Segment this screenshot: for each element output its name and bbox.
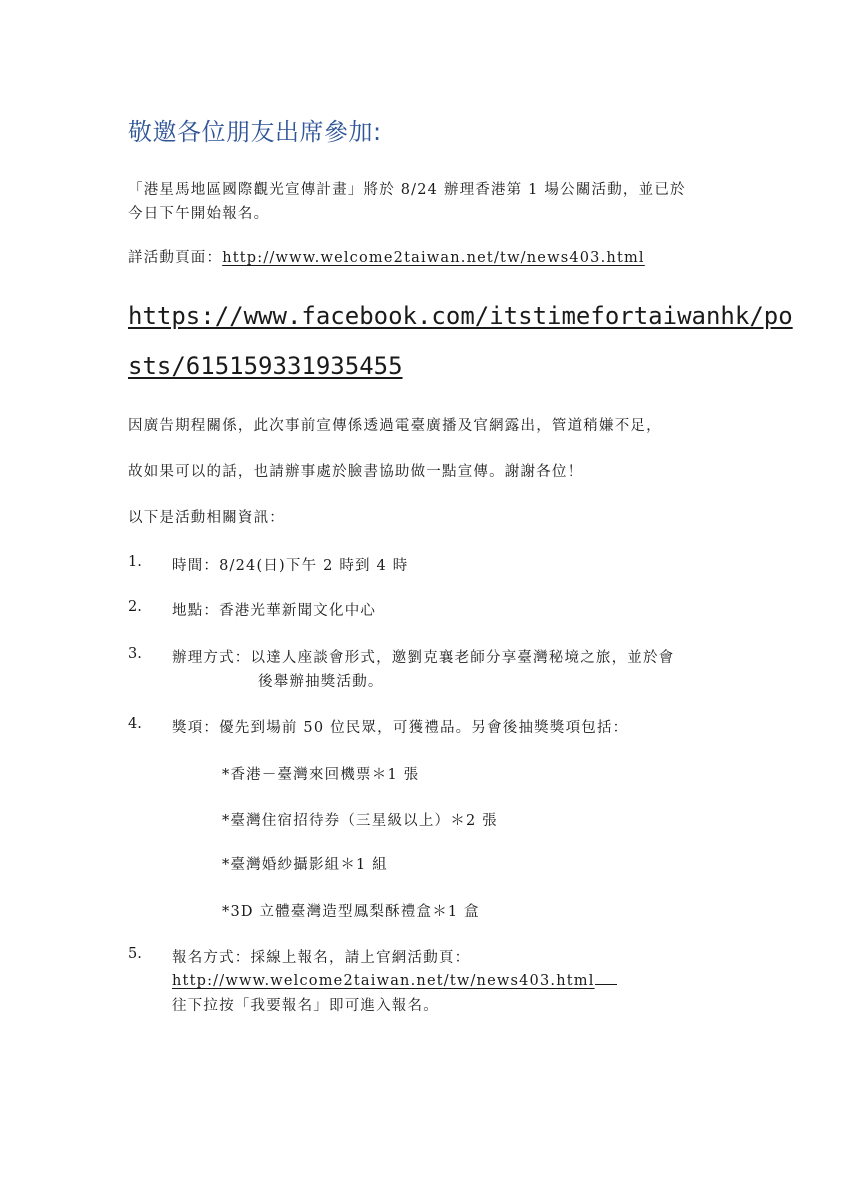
info-heading: 以下是活動相關資訊： — [128, 510, 285, 526]
list-item-registration: 報名方式：採線上報名，請上官網活動頁： — [172, 950, 471, 966]
detail-url-link[interactable]: http://www.welcome2taiwan.net/tw/news403.html — [222, 250, 645, 266]
prize-item: *臺灣婚紗攝影組＊1 組 — [222, 857, 388, 873]
list-item-number: 5. — [128, 946, 142, 962]
facebook-link-line-2 — [128, 352, 403, 380]
list-item-number: 3. — [128, 646, 142, 662]
registration-url-line — [172, 970, 617, 991]
list-item-time: 時間：8/24(日)下午 2 時到 4 時 — [172, 558, 409, 574]
list-item-number: 1. — [128, 554, 142, 570]
detail-label: 詳活動頁面： — [128, 250, 223, 266]
notice-line-1: 因廣告期程關係，此次事前宣傳係透過電臺廣播及官網露出，管道稍嫌不足， — [128, 418, 662, 434]
facebook-url-link-part-1[interactable]: https://www.facebook.com/itstimefortaiwanhk/po — [128, 302, 793, 330]
list-item-number: 4. — [128, 716, 142, 732]
list-item-number: 2. — [128, 599, 142, 615]
notice-line-2: 故如果可以的話，也請辦事處於臉書協助做一點宣傳。謝謝各位！ — [128, 464, 584, 480]
intro-line-2: 今日下午開始報名。 — [128, 206, 270, 222]
list-item-method: 辦理方式：以達人座談會形式，邀劉克襄老師分享臺灣秘境之旅，並於會 — [172, 650, 675, 666]
registration-url-link[interactable]: http://www.welcome2taiwan.net/tw/news403.html — [172, 973, 595, 989]
list-item-prizes: 獎項：優先到場前 50 位民眾，可獲禮品。另會後抽獎獎項包括： — [172, 720, 629, 736]
prize-item: *3D 立體臺灣造型鳳梨酥禮盒＊1 盒 — [222, 904, 480, 920]
trailing-underline — [595, 970, 617, 985]
list-item-location: 地點：香港光華新聞文化中心 — [172, 603, 377, 619]
prize-item: *臺灣住宿招待券（三星級以上）＊2 張 — [222, 813, 498, 829]
facebook-link-line-1 — [128, 302, 793, 330]
facebook-url-link-part-2[interactable]: sts/615159331935455 — [128, 352, 403, 380]
intro-line-1: 「港星馬地區國際觀光宣傳計畫」將於 8/24 辦理香港第 1 場公關活動，並已於 — [128, 182, 686, 198]
detail-line — [128, 248, 645, 268]
page-title: 敬邀各位朋友出席參加: — [128, 118, 382, 146]
prize-item: *香港－臺灣來回機票＊1 張 — [222, 767, 420, 783]
list-item-method-continued: 後舉辦抽獎活動。 — [258, 674, 384, 690]
registration-instruction: 往下拉按「我要報名」即可進入報名。 — [172, 998, 439, 1014]
